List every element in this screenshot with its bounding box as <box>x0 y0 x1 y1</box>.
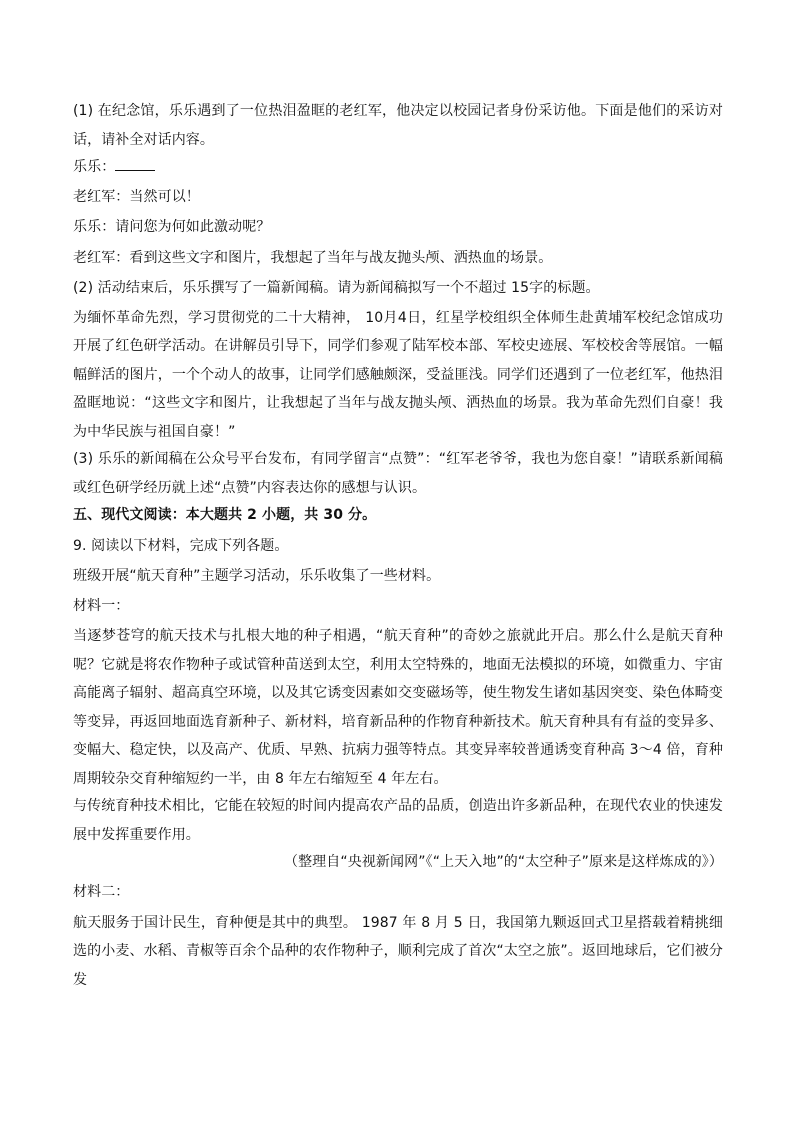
material-2-paragraph-1: 航天服务于国计民生，育种便是其中的典型。 1987 年 8 月 5 日，我国第九颗返回式卫星搭载着精挑细选的小麦、水稻、青椒等百余个品种的农作物种子，顺利完成了首次“太空之旅”。返回地球后，它们被分发 <box>73 914 723 988</box>
document-page <box>73 100 723 996</box>
dialogue-veteran-1: 老红军：当然可以！ <box>73 189 200 206</box>
answer-blank[interactable] <box>115 156 155 171</box>
activity-intro: 班级开展“航天育种”主题学习活动，乐乐收集了一些材料。 <box>73 567 441 584</box>
news-article: 为缅怀革命先烈，学习贯彻党的二十大精神， 10月4日，红星学校组织全体师生赴黄埔军校纪念馆成功开展了红色研学活动。在讲解员引导下，同学们参观了陆军校本部、军校史迹展、军校校舍等展馆。一幅幅鲜活的图片，一个个动人的故事，让同学们感触颇深，受益匪浅。同学们还遇到了一位老红军，他热泪盈眶地说：“这些文字和图片，让我想起了当年与战友抛头颅、洒热血的场景。我为革命先烈们自豪！我为中华民族与祖国自豪！” <box>73 309 723 440</box>
dialogue-lele-2: 乐乐：请问您为何如此激动呢？ <box>73 219 271 236</box>
material-1-paragraph-1: 当逐梦苍穹的航天技术与扎根大地的种子相遇，“航天育种”的奇妙之旅就此开启。那么什么是航天育种呢？它就是将农作物种子或试管种苗送到太空，利用太空特殊的，地面无法模拟的环境，如微重力、宇宙高能离子辐射、超高真空环境，以及其它诱变因素如交变磁场等，使生物发生诸如基因突变、染色体畸变等变异，再返回地面选育新种子、新材料，培育新品种的作物育种新技术。航天育种具有有益的变异多、变幅大、稳定快，以及高产、优质、早熟、抗病力强等特点。其变异率较普通诱变育种高 3～4 倍，育种周期较杂交育种缩短约一半，由 8 年左右缩短至 4 年左右。 <box>73 628 723 787</box>
question-9: 9. 阅读以下材料，完成下列各题。 <box>73 537 289 554</box>
dialogue-veteran-2: 老红军：看到这些文字和图片，我想起了当年与战友抛头颅、洒热血的场景。 <box>73 249 553 266</box>
material-1-label: 材料一： <box>73 598 130 614</box>
material-2-label: 材料二： <box>73 884 130 901</box>
section-heading-5: 五、现代文阅读：本大题共 2 小题，共 30 分。 <box>73 507 377 524</box>
question-2: (2) 活动结束后，乐乐撰写了一篇新闻稿。请为新闻稿拟写一个不超过 15字的标题。 <box>73 279 600 296</box>
dialogue-lele-1-label: 乐乐： <box>73 159 116 175</box>
question-1: (1) 在纪念馆，乐乐遇到了一位热泪盈眶的老红军，他决定以校园记者身份采访他。下面是他们的采访对话，请补全对话内容。 <box>73 103 723 148</box>
dialogue-lele-1 <box>73 156 723 178</box>
question-3: (3) 乐乐的新闻稿在公众号平台发布，有同学留言“点赞”：“红军老爷爷，我也为您自豪！”请联系新闻稿或红色研学经历就上述“点赞”内容表达你的感想与认识。 <box>73 451 723 496</box>
material-1-paragraph-2: 与传统育种技术相比，它能在较短的时间内提高农产品的品质，创造出许多新品种，在现代农业的快速发展中发挥重要作用。 <box>73 798 723 843</box>
material-1-source: （整理自“央视新闻网”《“上天入地”的“太空种子”原来是这样炼成的》） <box>283 854 723 871</box>
